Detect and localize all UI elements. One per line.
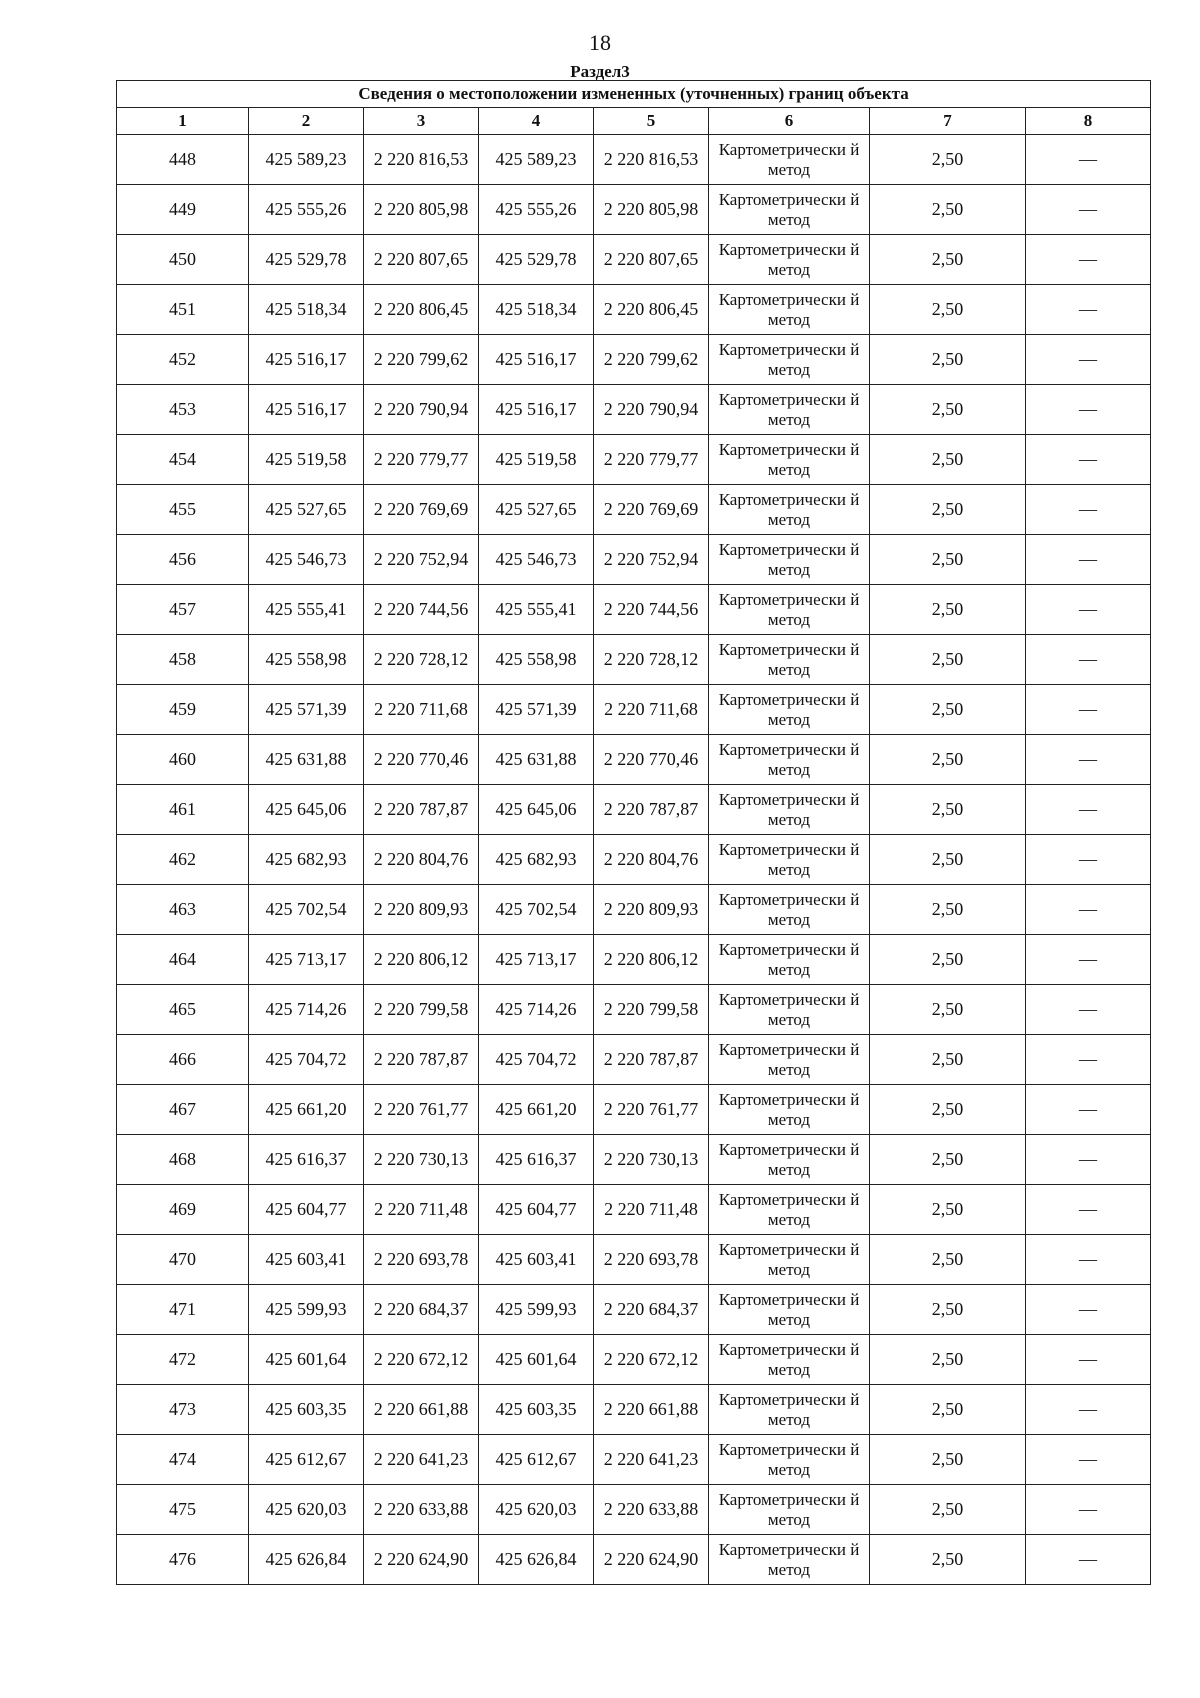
accuracy-cell: 2,50 [870,1035,1026,1085]
new-y-cell: 2 220 711,68 [594,685,709,735]
old-y-cell: 2 220 790,94 [364,385,479,435]
new-x-cell: 425 603,41 [479,1235,594,1285]
old-x-cell: 425 518,34 [249,285,364,335]
new-y-cell: 2 220 790,94 [594,385,709,435]
method-cell: Картометрически й метод [709,935,870,985]
old-x-cell: 425 571,39 [249,685,364,735]
accuracy-cell: 2,50 [870,385,1026,435]
accuracy-cell: 2,50 [870,1485,1026,1535]
method-cell: Картометрически й метод [709,535,870,585]
method-cell: Картометрически й метод [709,435,870,485]
new-x-cell: 425 604,77 [479,1185,594,1235]
new-x-cell: 425 571,39 [479,685,594,735]
old-y-cell: 2 220 806,12 [364,935,479,985]
new-x-cell: 425 546,73 [479,535,594,585]
new-x-cell: 425 704,72 [479,1035,594,1085]
table-row [117,385,1151,435]
table-row [117,435,1151,485]
old-y-cell: 2 220 805,98 [364,185,479,235]
point-number-cell: 456 [117,535,249,585]
accuracy-cell: 2,50 [870,1085,1026,1135]
new-x-cell: 425 603,35 [479,1385,594,1435]
accuracy-cell: 2,50 [870,985,1026,1035]
old-y-cell: 2 220 633,88 [364,1485,479,1535]
old-y-cell: 2 220 806,45 [364,285,479,335]
description-cell: — [1026,935,1151,985]
point-number-cell: 461 [117,785,249,835]
new-x-cell: 425 555,26 [479,185,594,235]
point-number-cell: 453 [117,385,249,435]
table-row [117,935,1151,985]
accuracy-cell: 2,50 [870,235,1026,285]
description-cell: — [1026,1435,1151,1485]
accuracy-cell: 2,50 [870,1285,1026,1335]
description-cell: — [1026,1485,1151,1535]
point-number-cell: 451 [117,285,249,335]
description-cell: — [1026,1535,1151,1585]
new-x-cell: 425 713,17 [479,935,594,985]
description-cell: — [1026,435,1151,485]
description-cell: — [1026,885,1151,935]
new-x-cell: 425 682,93 [479,835,594,885]
description-cell: — [1026,335,1151,385]
new-x-cell: 425 702,54 [479,885,594,935]
table-row [117,1385,1151,1435]
method-cell: Картометрически й метод [709,1335,870,1385]
description-cell: — [1026,585,1151,635]
accuracy-cell: 2,50 [870,1535,1026,1585]
point-number-cell: 464 [117,935,249,985]
method-cell: Картометрически й метод [709,485,870,535]
table-row [117,1135,1151,1185]
method-cell: Картометрически й метод [709,135,870,185]
accuracy-cell: 2,50 [870,1385,1026,1435]
point-number-cell: 450 [117,235,249,285]
accuracy-cell: 2,50 [870,585,1026,635]
new-y-cell: 2 220 787,87 [594,1035,709,1085]
column-number-row [117,108,1151,135]
old-y-cell: 2 220 661,88 [364,1385,479,1435]
old-x-cell: 425 516,17 [249,385,364,435]
column-number: 7 [870,108,1026,135]
description-cell: — [1026,185,1151,235]
point-number-cell: 460 [117,735,249,785]
accuracy-cell: 2,50 [870,785,1026,835]
method-cell: Картометрически й метод [709,1085,870,1135]
description-cell: — [1026,785,1151,835]
accuracy-cell: 2,50 [870,685,1026,735]
accuracy-cell: 2,50 [870,1135,1026,1185]
old-x-cell: 425 645,06 [249,785,364,835]
new-y-cell: 2 220 779,77 [594,435,709,485]
method-cell: Картометрически й метод [709,1485,870,1535]
new-y-cell: 2 220 769,69 [594,485,709,535]
new-x-cell: 425 626,84 [479,1535,594,1585]
new-y-cell: 2 220 624,90 [594,1535,709,1585]
new-y-cell: 2 220 799,58 [594,985,709,1035]
old-x-cell: 425 604,77 [249,1185,364,1235]
new-x-cell: 425 601,64 [479,1335,594,1385]
method-cell: Картометрически й метод [709,785,870,835]
description-cell: — [1026,235,1151,285]
new-x-cell: 425 599,93 [479,1285,594,1335]
old-y-cell: 2 220 752,94 [364,535,479,585]
method-cell: Картометрически й метод [709,185,870,235]
accuracy-cell: 2,50 [870,635,1026,685]
old-y-cell: 2 220 761,77 [364,1085,479,1135]
point-number-cell: 457 [117,585,249,635]
old-y-cell: 2 220 799,62 [364,335,479,385]
old-x-cell: 425 546,73 [249,535,364,585]
table-row [117,1535,1151,1585]
new-y-cell: 2 220 752,94 [594,535,709,585]
new-y-cell: 2 220 728,12 [594,635,709,685]
old-x-cell: 425 558,98 [249,635,364,685]
new-y-cell: 2 220 744,56 [594,585,709,635]
table-row [117,1085,1151,1135]
accuracy-cell: 2,50 [870,435,1026,485]
point-number-cell: 465 [117,985,249,1035]
accuracy-cell: 2,50 [870,835,1026,885]
coordinates-table [116,80,1151,1585]
old-x-cell: 425 626,84 [249,1535,364,1585]
accuracy-cell: 2,50 [870,485,1026,535]
point-number-cell: 474 [117,1435,249,1485]
new-x-cell: 425 529,78 [479,235,594,285]
point-number-cell: 472 [117,1335,249,1385]
new-y-cell: 2 220 787,87 [594,785,709,835]
description-cell: — [1026,1385,1151,1435]
old-y-cell: 2 220 624,90 [364,1535,479,1585]
table-row [117,135,1151,185]
accuracy-cell: 2,50 [870,1435,1026,1485]
description-cell: — [1026,135,1151,185]
new-y-cell: 2 220 684,37 [594,1285,709,1335]
old-y-cell: 2 220 730,13 [364,1135,479,1185]
point-number-cell: 448 [117,135,249,185]
new-x-cell: 425 714,26 [479,985,594,1035]
description-cell: — [1026,1285,1151,1335]
new-y-cell: 2 220 816,53 [594,135,709,185]
table-row [117,885,1151,935]
description-cell: — [1026,535,1151,585]
method-cell: Картометрически й метод [709,1435,870,1485]
table-row [117,1235,1151,1285]
description-cell: — [1026,1085,1151,1135]
point-number-cell: 455 [117,485,249,535]
accuracy-cell: 2,50 [870,1335,1026,1385]
column-number: 6 [709,108,870,135]
column-number: 2 [249,108,364,135]
table-row [117,235,1151,285]
new-x-cell: 425 589,23 [479,135,594,185]
description-cell: — [1026,1135,1151,1185]
column-number: 5 [594,108,709,135]
table-row [117,785,1151,835]
method-cell: Картометрически й метод [709,285,870,335]
old-x-cell: 425 555,26 [249,185,364,235]
accuracy-cell: 2,50 [870,135,1026,185]
old-y-cell: 2 220 787,87 [364,785,479,835]
point-number-cell: 468 [117,1135,249,1185]
description-cell: — [1026,685,1151,735]
new-x-cell: 425 612,67 [479,1435,594,1485]
table-row [117,185,1151,235]
point-number-cell: 454 [117,435,249,485]
method-cell: Картометрически й метод [709,885,870,935]
method-cell: Картометрически й метод [709,1135,870,1185]
point-number-cell: 469 [117,1185,249,1235]
description-cell: — [1026,1335,1151,1385]
description-cell: — [1026,485,1151,535]
page-number: 18 [589,30,611,55]
point-number-cell: 473 [117,1385,249,1435]
old-x-cell: 425 527,65 [249,485,364,535]
point-number-cell: 463 [117,885,249,935]
description-cell: — [1026,735,1151,785]
new-y-cell: 2 220 633,88 [594,1485,709,1535]
table-row [117,735,1151,785]
point-number-cell: 449 [117,185,249,235]
description-cell: — [1026,385,1151,435]
method-cell: Картометрически й метод [709,385,870,435]
new-x-cell: 425 620,03 [479,1485,594,1535]
new-x-cell: 425 527,65 [479,485,594,535]
table-caption: Сведения о местоположении измененных (уточненных) границ объекта [117,81,1151,108]
new-y-cell: 2 220 693,78 [594,1235,709,1285]
accuracy-cell: 2,50 [870,1185,1026,1235]
new-x-cell: 425 518,34 [479,285,594,335]
method-cell: Картометрически й метод [709,1285,870,1335]
method-cell: Картометрически й метод [709,1185,870,1235]
old-y-cell: 2 220 684,37 [364,1285,479,1335]
old-x-cell: 425 620,03 [249,1485,364,1535]
new-y-cell: 2 220 672,12 [594,1335,709,1385]
old-x-cell: 425 702,54 [249,885,364,935]
method-cell: Картометрически й метод [709,235,870,285]
old-x-cell: 425 516,17 [249,335,364,385]
point-number-cell: 471 [117,1285,249,1335]
old-y-cell: 2 220 787,87 [364,1035,479,1085]
method-cell: Картометрически й метод [709,985,870,1035]
old-y-cell: 2 220 693,78 [364,1235,479,1285]
table-row [117,1185,1151,1235]
point-number-cell: 459 [117,685,249,735]
accuracy-cell: 2,50 [870,185,1026,235]
table-row [117,485,1151,535]
point-number-cell: 475 [117,1485,249,1535]
new-y-cell: 2 220 661,88 [594,1385,709,1435]
old-x-cell: 425 631,88 [249,735,364,785]
table-row [117,535,1151,585]
old-y-cell: 2 220 711,48 [364,1185,479,1235]
method-cell: Картометрически й метод [709,1385,870,1435]
old-y-cell: 2 220 672,12 [364,1335,479,1385]
method-cell: Картометрически й метод [709,585,870,635]
old-y-cell: 2 220 744,56 [364,585,479,635]
method-cell: Картометрически й метод [709,635,870,685]
old-x-cell: 425 682,93 [249,835,364,885]
table-row [117,1435,1151,1485]
old-x-cell: 425 601,64 [249,1335,364,1385]
new-y-cell: 2 220 809,93 [594,885,709,935]
description-cell: — [1026,835,1151,885]
old-y-cell: 2 220 809,93 [364,885,479,935]
column-number: 4 [479,108,594,135]
old-x-cell: 425 714,26 [249,985,364,1035]
table-row [117,685,1151,735]
old-y-cell: 2 220 770,46 [364,735,479,785]
old-x-cell: 425 661,20 [249,1085,364,1135]
point-number-cell: 452 [117,335,249,385]
old-x-cell: 425 555,41 [249,585,364,635]
table-row [117,335,1151,385]
new-y-cell: 2 220 761,77 [594,1085,709,1135]
method-cell: Картометрически й метод [709,835,870,885]
method-cell: Картометрически й метод [709,1035,870,1085]
new-x-cell: 425 661,20 [479,1085,594,1135]
accuracy-cell: 2,50 [870,935,1026,985]
old-x-cell: 425 519,58 [249,435,364,485]
new-x-cell: 425 519,58 [479,435,594,485]
description-cell: — [1026,1235,1151,1285]
old-x-cell: 425 612,67 [249,1435,364,1485]
accuracy-cell: 2,50 [870,735,1026,785]
description-cell: — [1026,1185,1151,1235]
new-y-cell: 2 220 799,62 [594,335,709,385]
column-number: 1 [117,108,249,135]
old-y-cell: 2 220 728,12 [364,635,479,685]
new-y-cell: 2 220 807,65 [594,235,709,285]
old-x-cell: 425 616,37 [249,1135,364,1185]
accuracy-cell: 2,50 [870,535,1026,585]
new-x-cell: 425 645,06 [479,785,594,835]
old-x-cell: 425 529,78 [249,235,364,285]
description-cell: — [1026,1035,1151,1085]
new-y-cell: 2 220 806,12 [594,935,709,985]
new-x-cell: 425 558,98 [479,635,594,685]
old-x-cell: 425 704,72 [249,1035,364,1085]
table-row [117,1035,1151,1085]
new-x-cell: 425 555,41 [479,585,594,635]
old-x-cell: 425 713,17 [249,935,364,985]
new-x-cell: 425 516,17 [479,335,594,385]
table-row [117,635,1151,685]
point-number-cell: 466 [117,1035,249,1085]
old-y-cell: 2 220 779,77 [364,435,479,485]
accuracy-cell: 2,50 [870,885,1026,935]
section-label: Раздел3 [570,62,630,81]
point-number-cell: 467 [117,1085,249,1135]
old-x-cell: 425 603,35 [249,1385,364,1435]
table-row [117,285,1151,335]
table-row [117,835,1151,885]
new-x-cell: 425 631,88 [479,735,594,785]
table-row [117,585,1151,635]
old-y-cell: 2 220 816,53 [364,135,479,185]
new-y-cell: 2 220 730,13 [594,1135,709,1185]
new-x-cell: 425 516,17 [479,385,594,435]
old-y-cell: 2 220 804,76 [364,835,479,885]
accuracy-cell: 2,50 [870,285,1026,335]
accuracy-cell: 2,50 [870,1235,1026,1285]
new-y-cell: 2 220 770,46 [594,735,709,785]
old-x-cell: 425 603,41 [249,1235,364,1285]
new-y-cell: 2 220 806,45 [594,285,709,335]
method-cell: Картометрически й метод [709,335,870,385]
new-y-cell: 2 220 804,76 [594,835,709,885]
point-number-cell: 458 [117,635,249,685]
new-y-cell: 2 220 805,98 [594,185,709,235]
description-cell: — [1026,285,1151,335]
column-number: 8 [1026,108,1151,135]
new-x-cell: 425 616,37 [479,1135,594,1185]
column-number: 3 [364,108,479,135]
old-x-cell: 425 599,93 [249,1285,364,1335]
method-cell: Картометрически й метод [709,1235,870,1285]
point-number-cell: 470 [117,1235,249,1285]
point-number-cell: 462 [117,835,249,885]
table-row [117,985,1151,1035]
description-cell: — [1026,635,1151,685]
point-number-cell: 476 [117,1535,249,1585]
method-cell: Картометрически й метод [709,735,870,785]
table-row [117,1335,1151,1385]
old-y-cell: 2 220 711,68 [364,685,479,735]
old-x-cell: 425 589,23 [249,135,364,185]
old-y-cell: 2 220 807,65 [364,235,479,285]
old-y-cell: 2 220 799,58 [364,985,479,1035]
table-row [117,1485,1151,1535]
old-y-cell: 2 220 641,23 [364,1435,479,1485]
new-y-cell: 2 220 711,48 [594,1185,709,1235]
table-body [117,135,1151,1585]
description-cell: — [1026,985,1151,1035]
method-cell: Картометрически й метод [709,685,870,735]
new-y-cell: 2 220 641,23 [594,1435,709,1485]
table-row [117,1285,1151,1335]
method-cell: Картометрически й метод [709,1535,870,1585]
old-y-cell: 2 220 769,69 [364,485,479,535]
accuracy-cell: 2,50 [870,335,1026,385]
